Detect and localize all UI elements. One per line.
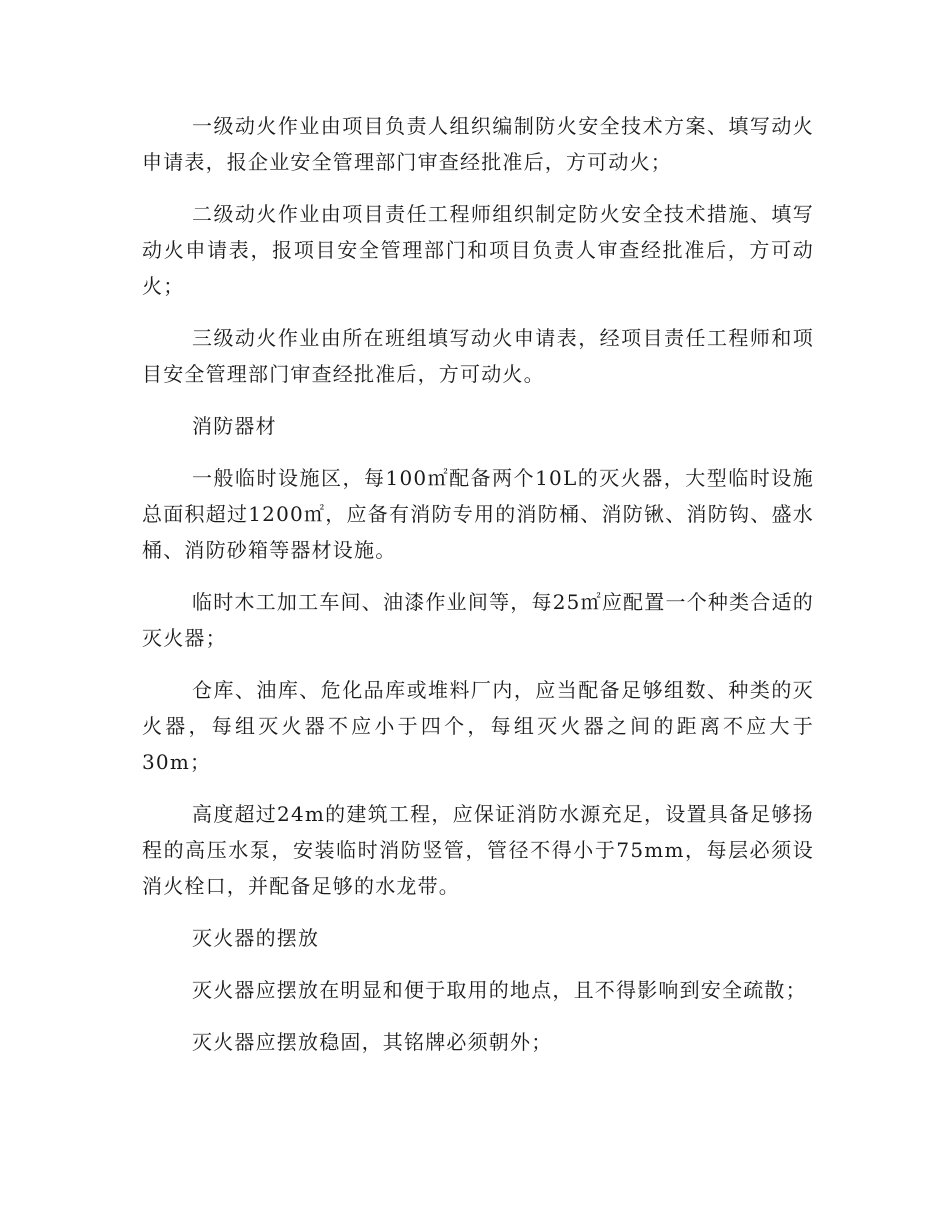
document-body [142, 108, 814, 1076]
paragraph-temporary-facilities: 一般临时设施区，每100㎡配备两个10L的灭火器，大型临时设施总面积超过1200㎡，应备有消防专用的消防桶、消防锹、消防钩、盛水桶、消防砂箱等器材设施。 [142, 466, 814, 562]
heading-extinguisher-placement: 灭火器的摆放 [192, 926, 320, 950]
heading-fire-equipment: 消防器材 [192, 414, 277, 438]
paragraph-placement-location: 灭火器应摆放在明显和便于取用的地点，且不得影响到安全疏散； [192, 978, 807, 1002]
paragraph-workshops: 临时木工加工车间、油漆作业间等，每25㎡应配置一个种类合适的灭火器； [142, 590, 814, 650]
paragraph-level1-hot-work: 一级动火作业由项目负责人组织编制防火安全技术方案、填写动火申请表，报企业安全管理部门审查经批准后，方可动火； [142, 114, 814, 174]
paragraph-level2-hot-work: 二级动火作业由项目责任工程师组织制定防火安全技术措施、填写动火申请表，报项目安全管理部门和项目负责人审查经批准后，方可动火； [142, 202, 814, 298]
paragraph-high-rise: 高度超过24m的建筑工程，应保证消防水源充足，设置具备足够扬程的高压水泵，安装临时消防竖管，管径不得小于75mm，每层必须设消火栓口，并配备足够的水龙带。 [142, 802, 814, 898]
paragraph-warehouses: 仓库、油库、危化品库或堆料厂内，应当配备足够组数、种类的灭火器，每组灭火器不应小于四个，每组灭火器之间的距离不应大于30m； [142, 678, 814, 774]
paragraph-level3-hot-work: 三级动火作业由所在班组填写动火申请表，经项目责任工程师和项目安全管理部门审查经批准后，方可动火。 [142, 326, 814, 386]
paragraph-placement-stable: 灭火器应摆放稳固，其铭牌必须朝外； [192, 1030, 553, 1054]
